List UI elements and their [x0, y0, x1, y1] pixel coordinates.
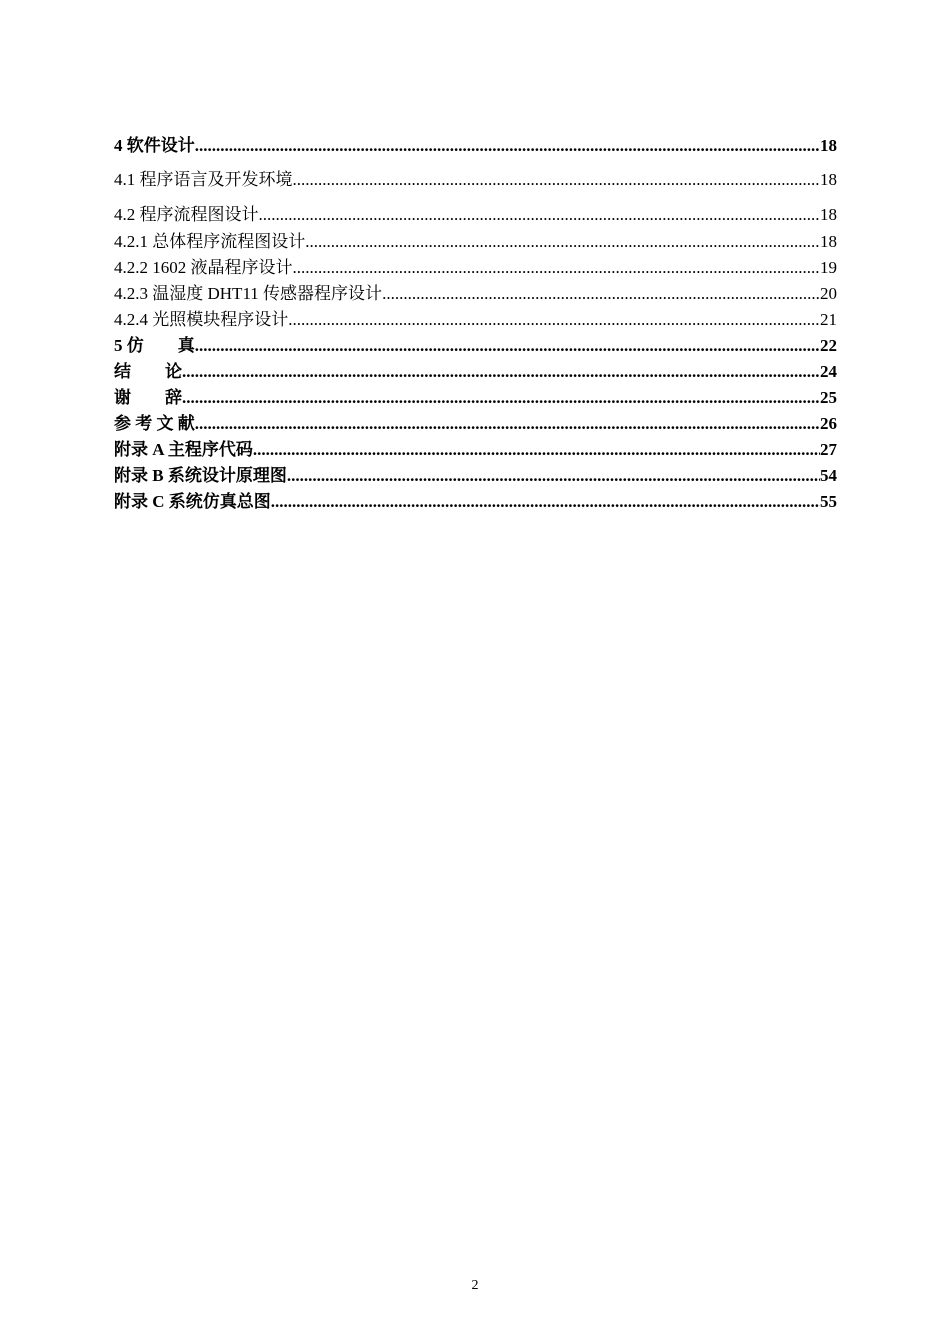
toc-entry-page: 26 [820, 414, 837, 433]
toc-entry-title: 附录 A 主程序代码 [114, 440, 253, 459]
toc-dot-leader [293, 257, 821, 279]
toc-entry-title: 结 论 [114, 362, 182, 381]
toc-dot-leader [271, 491, 820, 513]
toc-dot-leader [253, 439, 820, 461]
toc-entry-page: 55 [820, 492, 837, 511]
toc-entry-page: 21 [820, 310, 837, 329]
toc-entry-title: 4.2.2 1602 液晶程序设计 [114, 258, 293, 277]
toc-entry[interactable] [114, 283, 837, 305]
toc-entry[interactable] [114, 309, 837, 331]
toc-dot-leader [293, 169, 821, 191]
toc-entry[interactable] [114, 491, 837, 513]
toc-dot-leader [305, 231, 820, 253]
toc-entry-title: 附录 C 系统仿真总图 [114, 492, 271, 511]
toc-dot-leader [382, 283, 820, 305]
toc-dot-leader [195, 413, 820, 435]
toc-entry[interactable] [114, 135, 837, 157]
toc-entry-page: 18 [820, 205, 837, 224]
toc-dot-leader [195, 135, 820, 157]
toc-dot-leader [195, 335, 820, 357]
toc-entry[interactable] [114, 413, 837, 435]
toc-dot-leader [182, 387, 820, 409]
page-number: 2 [471, 1278, 479, 1293]
toc-entry[interactable] [114, 231, 837, 253]
toc-entry-page: 54 [820, 466, 837, 485]
toc-entry-page: 18 [820, 170, 837, 189]
toc-entry-page: 22 [820, 336, 837, 355]
toc-entry[interactable] [114, 465, 837, 487]
toc-entry-title: 4.2.4 光照模块程序设计 [114, 310, 289, 329]
toc-dot-leader [288, 309, 820, 331]
toc-entry-page: 27 [820, 440, 837, 459]
toc-entry-title: 4.2 程序流程图设计 [114, 205, 259, 224]
toc-entry[interactable] [114, 335, 837, 357]
toc-entry-title: 4.2.1 总体程序流程图设计 [114, 232, 306, 251]
toc-dot-leader [259, 204, 821, 226]
toc-entry-title: 4 软件设计 [114, 136, 195, 155]
toc-entry[interactable] [114, 361, 837, 383]
toc-entry-title: 5 仿 真 [114, 336, 195, 355]
toc-entry[interactable] [114, 387, 837, 409]
toc-entry[interactable] [114, 204, 837, 226]
toc-entry-page: 20 [820, 284, 837, 303]
toc-entry-title: 4.2.3 温湿度 DHT11 传感器程序设计 [114, 284, 383, 303]
toc-entry-page: 24 [820, 362, 837, 381]
toc-entry[interactable] [114, 169, 837, 191]
toc-entry-page: 18 [820, 136, 837, 155]
toc-dot-leader [182, 361, 820, 383]
toc-dot-leader [287, 465, 820, 487]
toc-entry-title: 附录 B 系统设计原理图 [114, 466, 287, 485]
toc-entry[interactable] [114, 439, 837, 461]
toc-entry-page: 25 [820, 388, 837, 407]
toc-entry-page: 19 [820, 258, 837, 277]
toc-entry-title: 参 考 文 献 [114, 414, 195, 433]
toc-entry[interactable] [114, 257, 837, 279]
toc-entry-page: 18 [820, 232, 837, 251]
toc-entry-title: 4.1 程序语言及开发环境 [114, 170, 293, 189]
toc-entry-title: 谢 辞 [114, 388, 182, 407]
